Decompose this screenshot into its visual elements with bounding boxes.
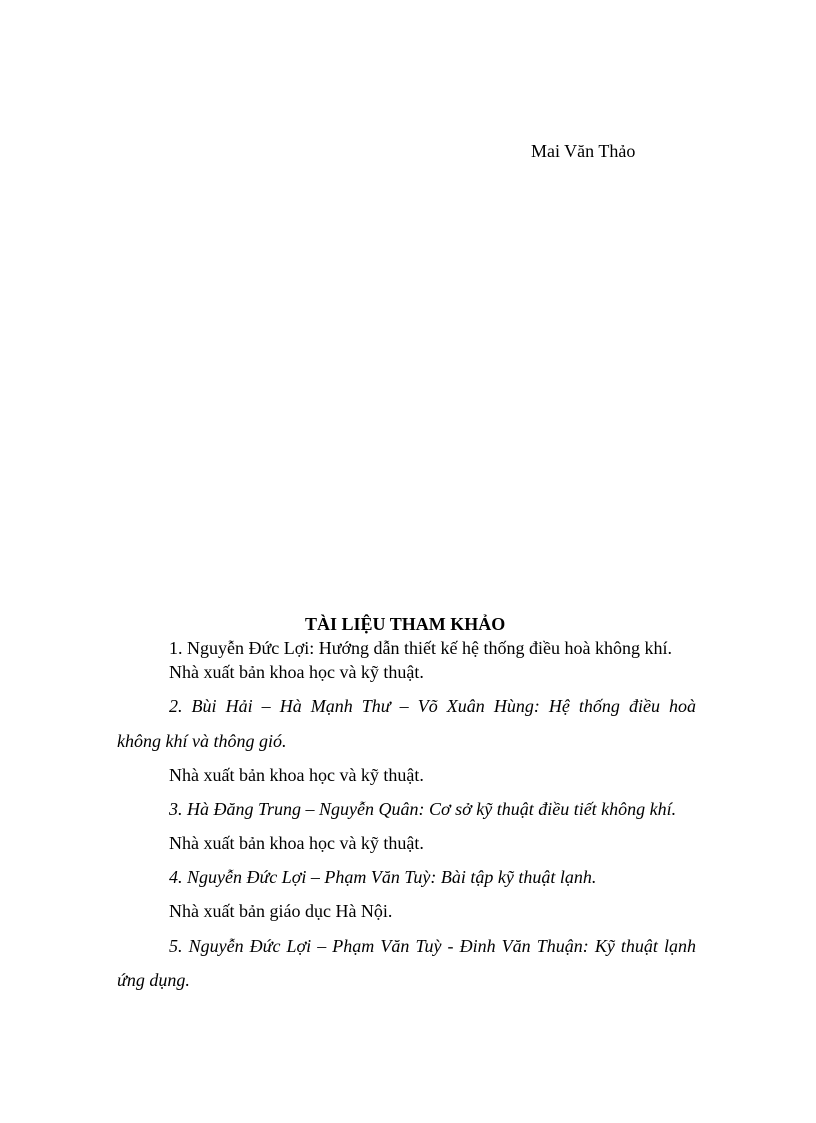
reference-3-publisher: Nhà xuất bản khoa học và kỹ thuật. xyxy=(169,833,424,853)
reference-4-title: 4. Nguyễn Đức Lợi – Phạm Văn Tuỳ: Bài tập kỹ thuật lạnh. xyxy=(169,867,597,887)
author-name: Mai Văn Thảo xyxy=(531,141,636,161)
reference-4-publisher: Nhà xuất bản giáo dục Hà Nội. xyxy=(169,901,393,921)
reference-3-title: 3. Hà Đăng Trung – Nguyễn Quân: Cơ sở kỹ thuật điều tiết không khí. xyxy=(169,799,677,819)
reference-1-publisher: Nhà xuất bản khoa học và kỹ thuật. xyxy=(169,662,424,682)
references-heading: TÀI LIỆU THAM KHẢO xyxy=(305,614,506,634)
reference-1-title: 1. Nguyễn Đức Lợi: Hướng dẫn thiết kế hệ thống điều hoà không khí. xyxy=(169,638,672,658)
reference-2-publisher: Nhà xuất bản khoa học và kỹ thuật. xyxy=(169,765,424,785)
reference-5-title: 5. Nguyễn Đức Lợi – Phạm Văn Tuỳ - Đinh Văn Thuận: Kỹ thuật lạnh xyxy=(169,936,696,956)
reference-2-title: 2. Bùi Hải – Hà Mạnh Thư – Võ Xuân Hùng: Hệ thống điều hoà xyxy=(169,696,696,716)
reference-2-title-continuation: không khí và thông gió. xyxy=(117,731,287,751)
reference-5-title-continuation: ứng dụng. xyxy=(117,970,190,990)
